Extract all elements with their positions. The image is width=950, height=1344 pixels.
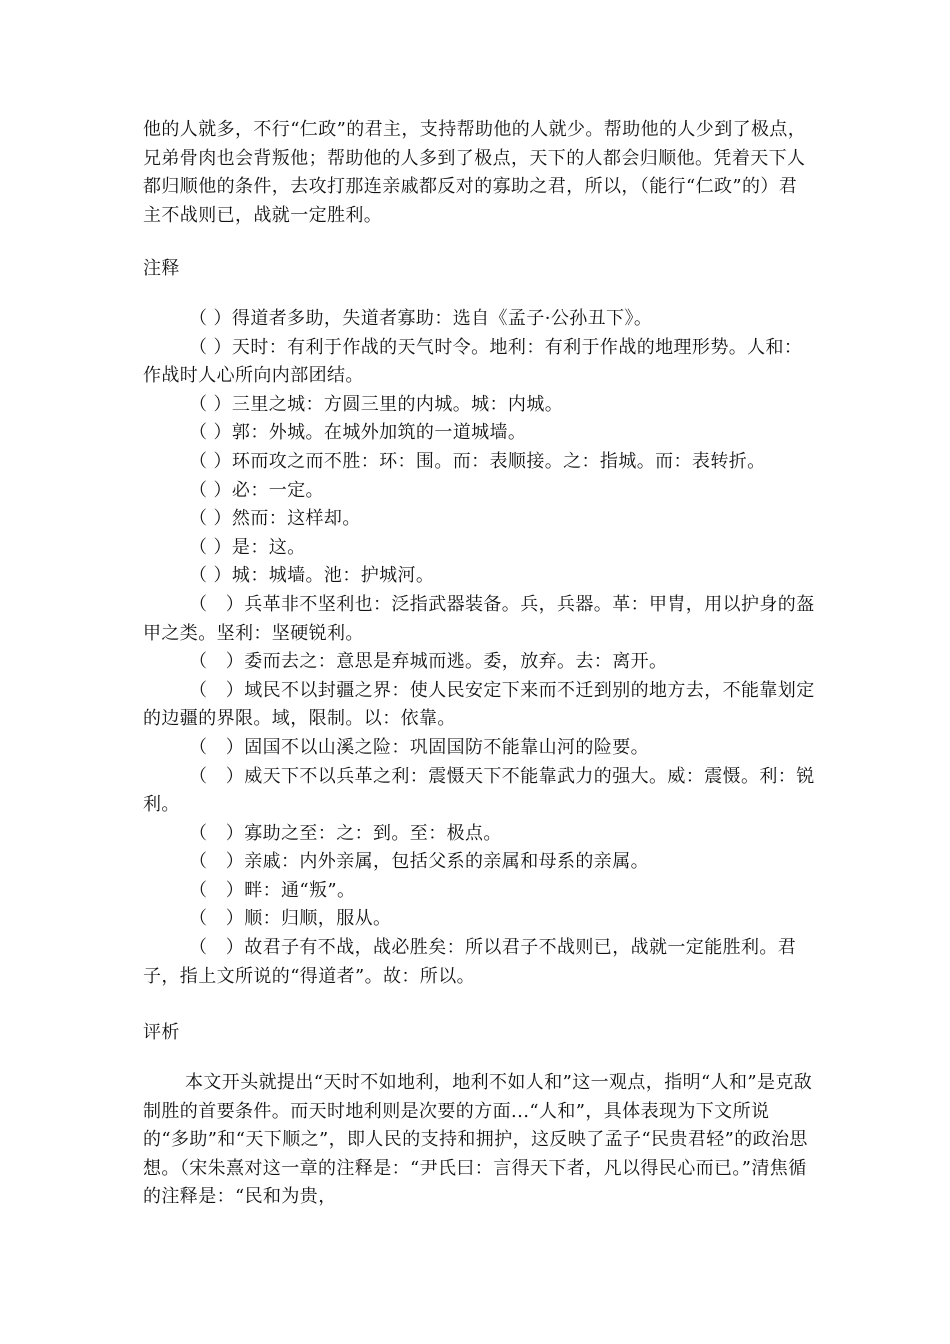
note-item: （ ）顺：归顺，服从。 (189, 908, 392, 930)
note-item: （ ）是：这。 (189, 536, 306, 558)
note-item: （ ）域民不以封疆之界：使人民安定下来而不迁到别的地方去，不能靠划定的边疆的界限。域，限制。以：依靠。 (143, 679, 815, 730)
note-item: （ ）天时：有利于作战的天气时令。地利：有利于作战的地理形势。人和：作战时人心所向内部团结。 (143, 336, 803, 387)
notes-list (143, 305, 815, 991)
note-item: （ ）亲戚：内外亲属，包括父系的亲属和母系的亲属。 (189, 851, 649, 873)
note-item: （ ）郭：外城。在城外加筑的一道城墙。 (189, 422, 527, 444)
analysis-paragraph: 本文开头就提出“天时不如地利，地利不如人和”这一观点，指明“人和”是克敌制胜的首要条件。而天时地利则是次要的方面...“人和”，具体表现为下文所说的“多助”和“天下顺之”，即人民的支持和拥护，这反映了孟子“民贵君轻”的政治思想。（宋朱熹对这一章的注释是：“尹氏曰：言得天下者，凡以得民心而已。”清焦循的注释是：“民和为贵， (143, 1072, 813, 1208)
note-item: （ ）然而：这样却。 (189, 508, 361, 530)
intro-paragraph: 他的人就多，不行“仁政”的君主，支持帮助他的人就少。帮助他的人少到了极点，兄弟骨肉也会背叛他；帮助他的人多到了极点，天下的人都会归顺他。凭着天下人都归顺他的条件，去攻打那连亲戚都反对的寡助之君，所以，（能行“仁政”的）君主不战则已，战就一定胜利。 (143, 119, 807, 226)
note-item: （ ）畔：通“叛”。 (189, 879, 356, 901)
note-item: （ ）必：一定。 (189, 479, 324, 501)
note-item: （ ）威天下不以兵革之利：震慑天下不能靠武力的强大。威：震慑。利：锐利。 (143, 765, 815, 816)
notes-heading: 注释 (143, 258, 180, 279)
note-item: （ ）城：城墙。池：护城河。 (189, 565, 435, 587)
note-item: （ ）故君子有不战，战必胜矣：所以君子不战则已，战就一定能胜利。君子，指上文所说的“得道者”。故：所以。 (143, 937, 797, 987)
note-item: （ ）三里之城：方圆三里的内城。城：内城。 (189, 393, 564, 415)
note-item: （ ）环而攻之而不胜：环：围。而：表顺接。之：指城。而：表转折。 (189, 450, 766, 472)
note-item: （ ）兵革非不坚利也：泛指武器装备。兵，兵器。革：甲胄，用以护身的盔甲之类。坚利：坚硬锐利。 (143, 593, 815, 644)
note-item: （ ）固国不以山溪之险：巩固国防不能靠山河的险要。 (189, 736, 649, 758)
note-item: （ ）寡助之至：之：到。至：极点。 (189, 822, 502, 844)
note-item: （ ）委而去之：意思是弃城而逃。委，放弃。去：离开。 (189, 651, 668, 673)
note-item: （ ）得道者多助，失道者寡助：选自《孟子·公孙丑下》。 (189, 308, 653, 329)
analysis-heading: 评析 (143, 1022, 180, 1043)
